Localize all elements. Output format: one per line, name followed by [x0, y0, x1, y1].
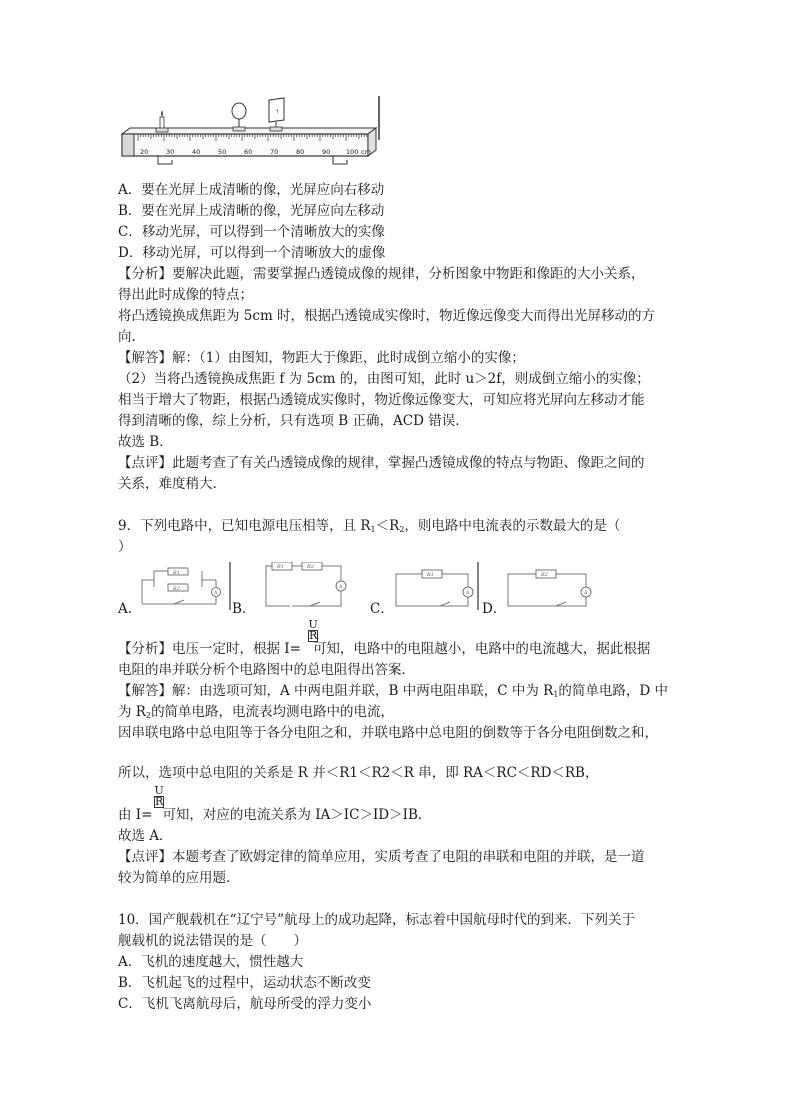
q9-analysis-line: 【分析】电压一定时，根据 I= 可知，电路中的电阻越小，电路中的电流越大，据此根据	[118, 641, 651, 657]
analysis-line: 得出此时成像的特点；	[118, 287, 253, 303]
option-d-label: D．	[482, 601, 507, 617]
option-b: B．要在光屏上成清晰的像，光屏应向左移动	[118, 203, 385, 219]
ammeter-icon: A	[466, 591, 470, 596]
q9-answer: 故选 A．	[118, 828, 173, 844]
analysis-line: 将凸透镜换成焦距为 5cm 时，根据凸透镜成实像时，物近像远像变大而得出光屏移动的方	[118, 308, 656, 324]
scale-unit: cm	[361, 148, 371, 156]
screen-icon	[269, 98, 284, 131]
option-a: A．要在光屏上成清晰的像，光屏应向右移动	[118, 182, 385, 198]
solution-line: （2）当将凸透镜换成焦距 f 为 5cm 的，由图可知，此时 u＞2f，则成倒立缩小的实像；	[118, 371, 650, 387]
option-d: D．移动光屏，可以得到一个清晰放大的虚像	[118, 245, 386, 261]
circuit-label: R2	[173, 586, 180, 592]
q9-solution-line: 所以，选项中总电阻的关系是 R 并＜R1＜R2＜R 串，即 RA＜RC＜RD＜RB，	[118, 765, 599, 781]
circuit-label: R2	[541, 572, 548, 578]
q10-stem: 10．国产舰载机在“辽宁号”航母上的成功起降，标志着中国航母时代的到来．下列关于	[118, 912, 635, 928]
q9-analysis-line: 电阻的串并联分析个电路图中的总电阻得出答案．	[118, 662, 415, 678]
comment-line: 【点评】此题考查了有关凸透镜成像的规律，掌握凸透镜成像的特点与物距、像距之间的	[118, 455, 645, 471]
q10-stem: 舰载机的说法错误的是（ ）	[118, 933, 307, 949]
circuit-label: R1	[277, 564, 284, 570]
solution-line: 故选 B．	[118, 434, 173, 450]
fraction-u-over-r: $\frac{U}{R}$	[154, 784, 164, 808]
circuit-b-diagram	[250, 562, 350, 612]
option-c: C．移动光屏，可以得到一个清晰放大的实像	[118, 224, 385, 240]
comment-line: 关系，难度稍大.	[118, 476, 217, 492]
solution-line: 【解答】解：（1）由图知，物距大于像距，此时成倒立缩小的实像；	[118, 350, 525, 366]
q9-stem-close: ）	[118, 539, 132, 555]
option-c-label: C．	[370, 601, 394, 617]
scale-tick-label: 30	[166, 148, 175, 156]
circuit-label: R1	[173, 570, 180, 576]
scale-tick-label: 80	[296, 148, 305, 156]
q9-comment-line: 【点评】本题考查了欧姆定律的简单应用，实质考查了电阻的串联和电阻的并联，是一道	[118, 849, 645, 865]
option-a-label: A．	[118, 601, 142, 617]
q10-option-b: B．飞机起飞的过程中，运动状态不断改变	[118, 975, 371, 991]
circuit-d-diagram	[500, 562, 600, 612]
q10-option-c: C．飞机飞离航母后，航母所受的浮力变小	[118, 996, 372, 1012]
lens-icon	[232, 103, 246, 131]
q9-solution-line: 由 I= 可知，对应的电流关系为 IA＞IC＞ID＞IB．	[118, 807, 432, 823]
scale-tick-label: 40	[192, 148, 201, 156]
scale-tick-label: 60	[244, 148, 253, 156]
fraction-u-over-r: $\frac{U}{R}$	[308, 618, 318, 642]
circuit-a-diagram	[134, 562, 234, 612]
option-b-label: B．	[232, 601, 256, 617]
scale-tick-label: 20	[140, 148, 149, 156]
q10-option-a: A．飞机的速度越大，惯性越大	[118, 954, 304, 970]
solution-line: 相当于增大了物距，根据凸透镜成实像时，物近像远像变大，可知应将光屏向左移动才能	[118, 392, 645, 408]
q9-comment-line: 较为简单的应用题．	[118, 870, 240, 886]
q9-solution-line: 【解答】解：由选项可知，A 中两电阻并联，B 中两电阻串联，C 中为 $R_1$的简单电路，D 中	[118, 683, 669, 699]
svg-text:↑: ↑	[275, 109, 280, 115]
analysis-line: 【分析】要解决此题，需要掌握凸透镜成像的规律，分析图象中物距和像距的大小关系，	[118, 266, 645, 282]
candle-icon	[156, 110, 168, 132]
q9-stem: 9．下列电路中，已知电源电压相等，且 $R_1<R_2$，则电路中电流表的示数最大的是（	[118, 518, 621, 534]
scale-tick-label: 50	[218, 148, 227, 156]
circuit-c-diagram	[388, 562, 480, 612]
ammeter-icon: A	[584, 591, 588, 596]
circuit-label: R1	[427, 572, 434, 578]
analysis-line: 向.	[118, 329, 136, 345]
circuit-label: R2	[307, 564, 314, 570]
ammeter-icon: A	[214, 591, 218, 596]
scale-tick-label: 90	[322, 148, 331, 156]
solution-line: 得到清晰的像，综上分析，只有选项 B 正确，ACD 错误．	[118, 413, 469, 429]
ammeter-icon: A	[339, 585, 343, 590]
q9-solution-line: 因串联电路中总电阻等于各分电阻之和，并联电路中总电阻的倒数等于各分电阻倒数之和，	[118, 725, 658, 741]
optical-bench-figure	[118, 94, 382, 166]
scale-tick-label: 70	[270, 148, 279, 156]
scale-tick-label: 100	[346, 148, 359, 156]
q9-solution-line: 为 $R_2$的简单电路，电流表均测电路中的电流，	[118, 704, 395, 720]
